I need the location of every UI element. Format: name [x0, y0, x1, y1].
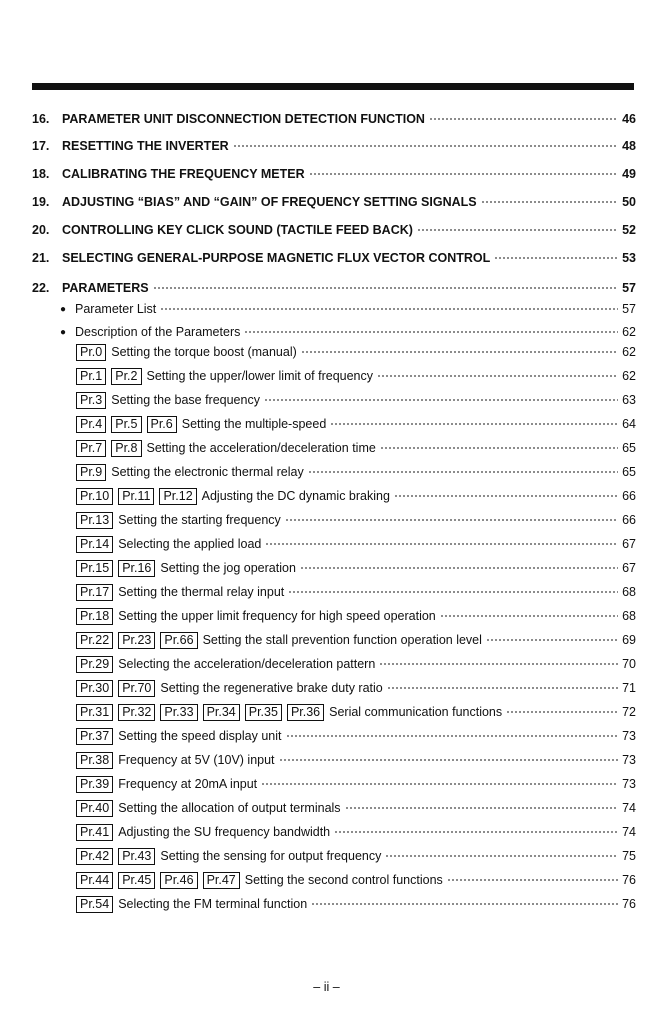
parameter-description: Setting the sensing for output frequency	[160, 849, 382, 863]
parameter-code-box: Pr.40	[76, 800, 113, 817]
leader-dots	[160, 308, 618, 310]
section-page: 52	[622, 223, 636, 237]
bullet-page: 62	[622, 325, 636, 339]
toc-parameter-entry[interactable]	[0, 893, 653, 915]
parameter-description: Setting the upper/lower limit of frequency	[146, 369, 374, 383]
parameter-description: Serial communication functions	[329, 705, 503, 719]
leader-dots	[301, 351, 618, 353]
parameter-code-box: Pr.47	[203, 872, 240, 889]
section-page: 49	[622, 167, 636, 181]
parameter-description: Setting the second control functions	[244, 873, 443, 887]
bullet-icon: ●	[60, 303, 67, 315]
parameter-page: 71	[622, 681, 636, 695]
parameter-page: 64	[622, 417, 636, 431]
parameter-page: 70	[622, 657, 636, 671]
parameter-code-box: Pr.22	[76, 632, 113, 649]
bullet-text: Description of the Parameters	[75, 325, 241, 339]
parameter-code-box: Pr.33	[160, 704, 197, 721]
parameter-code-box: Pr.5	[111, 416, 141, 433]
toc-section-entry[interactable]	[0, 247, 653, 269]
parameter-description: Setting the speed display unit	[118, 729, 282, 743]
parameter-code-box: Pr.13	[76, 512, 113, 529]
toc-parameter-entry[interactable]	[0, 677, 653, 699]
toc-parameter-entry[interactable]	[0, 365, 653, 387]
section-title: PARAMETER UNIT DISCONNECTION DETECTION FUNCTION	[62, 112, 425, 126]
leader-dots	[494, 257, 618, 259]
leader-dots	[334, 831, 618, 833]
parameter-description: Setting the multiple-speed	[181, 417, 327, 431]
leader-dots	[429, 118, 618, 120]
section-title: RESETTING THE INVERTER	[62, 139, 229, 153]
parameter-page: 76	[622, 897, 636, 911]
parameter-code-box: Pr.36	[287, 704, 324, 721]
toc-section-entry[interactable]	[0, 191, 653, 213]
parameter-page: 68	[622, 609, 636, 623]
section-number: 20.	[32, 223, 50, 237]
parameter-page: 73	[622, 753, 636, 767]
toc-section-entry[interactable]	[0, 277, 653, 299]
leader-dots	[285, 519, 618, 521]
toc-parameter-entry[interactable]	[0, 533, 653, 555]
parameter-description: Frequency at 5V (10V) input	[118, 753, 275, 767]
parameter-code-box: Pr.2	[111, 368, 141, 385]
toc-parameter-entry[interactable]	[0, 341, 653, 363]
toc-parameter-entry[interactable]	[0, 605, 653, 627]
leader-dots	[153, 287, 619, 289]
parameter-description: Selecting the FM terminal function	[118, 897, 308, 911]
parameter-page: 65	[622, 441, 636, 455]
section-number: 19.	[32, 195, 50, 209]
parameter-description: Frequency at 20mA input	[118, 777, 258, 791]
parameter-description: Setting the base frequency	[111, 393, 260, 407]
parameter-code-box: Pr.44	[76, 872, 113, 889]
parameter-code-box: Pr.37	[76, 728, 113, 745]
leader-dots	[394, 495, 618, 497]
parameter-code-box: Pr.30	[76, 680, 113, 697]
parameter-page: 73	[622, 729, 636, 743]
section-number: 18.	[32, 167, 50, 181]
toc-section-entry[interactable]	[0, 163, 653, 185]
parameter-code-box: Pr.70	[118, 680, 155, 697]
toc-section-entry[interactable]	[0, 135, 653, 157]
leader-dots	[288, 591, 618, 593]
parameter-description: Setting the starting frequency	[118, 513, 281, 527]
page-number: – ii –	[313, 980, 340, 994]
toc-parameter-entry[interactable]	[0, 557, 653, 579]
parameter-code-box: Pr.39	[76, 776, 113, 793]
parameter-description: Selecting the applied load	[118, 537, 262, 551]
parameter-description: Setting the stall prevention function operation level	[202, 633, 482, 647]
toc-parameter-entry[interactable]	[0, 389, 653, 411]
parameter-code-box: Pr.12	[159, 488, 196, 505]
parameter-code-box: Pr.42	[76, 848, 113, 865]
parameter-code-box: Pr.29	[76, 656, 113, 673]
leader-dots	[440, 615, 618, 617]
leader-dots	[300, 567, 618, 569]
leader-dots	[377, 375, 618, 377]
parameter-page: 66	[622, 513, 636, 527]
toc-parameter-entry[interactable]	[0, 629, 653, 651]
parameter-code-box: Pr.32	[118, 704, 155, 721]
leader-dots	[286, 735, 619, 737]
parameter-page: 63	[622, 393, 636, 407]
bullet-page: 57	[622, 302, 636, 316]
leader-dots	[447, 879, 618, 881]
parameter-page: 72	[622, 705, 636, 719]
toc-parameter-entry[interactable]	[0, 773, 653, 795]
leader-dots	[309, 173, 618, 175]
toc-parameter-entry[interactable]	[0, 461, 653, 483]
parameter-page: 69	[622, 633, 636, 647]
header-rule	[32, 83, 634, 90]
bullet-text: Parameter List	[75, 302, 157, 316]
section-page: 57	[622, 281, 636, 295]
parameter-code-box: Pr.23	[118, 632, 155, 649]
leader-dots	[311, 903, 618, 905]
parameter-code-box: Pr.16	[118, 560, 155, 577]
parameter-code-box: Pr.17	[76, 584, 113, 601]
leader-dots	[506, 711, 618, 713]
parameter-code-box: Pr.14	[76, 536, 113, 553]
toc-parameter-entry[interactable]	[0, 701, 653, 723]
parameter-page: 62	[622, 369, 636, 383]
leader-dots	[244, 331, 618, 333]
toc-parameter-entry[interactable]	[0, 581, 653, 603]
leader-dots	[486, 639, 618, 641]
parameter-code-box: Pr.7	[76, 440, 106, 457]
parameter-page: 67	[622, 561, 636, 575]
toc-parameter-entry[interactable]	[0, 797, 653, 819]
leader-dots	[264, 399, 618, 401]
toc-parameter-entry[interactable]	[0, 485, 653, 507]
leader-dots	[481, 201, 618, 203]
parameter-page: 62	[622, 345, 636, 359]
parameter-code-box: Pr.34	[203, 704, 240, 721]
toc-parameter-entry[interactable]	[0, 821, 653, 843]
toc-parameter-entry[interactable]	[0, 845, 653, 867]
leader-dots	[261, 783, 618, 785]
toc-bullet-entry[interactable]	[0, 298, 653, 320]
parameter-description: Adjusting the SU frequency bandwidth	[118, 825, 331, 839]
leader-dots	[279, 759, 619, 761]
section-title: ADJUSTING “BIAS” AND “GAIN” OF FREQUENCY SETTING SIGNALS	[62, 195, 477, 209]
toc-section-entry[interactable]	[0, 108, 653, 130]
parameter-code-box: Pr.31	[76, 704, 113, 721]
parameter-description: Setting the thermal relay input	[118, 585, 285, 599]
parameter-page: 74	[622, 801, 636, 815]
section-title: PARAMETERS	[62, 281, 149, 295]
parameter-page: 68	[622, 585, 636, 599]
toc-parameter-entry[interactable]	[0, 749, 653, 771]
parameter-code-box: Pr.18	[76, 608, 113, 625]
leader-dots	[330, 423, 618, 425]
leader-dots	[345, 807, 619, 809]
parameter-code-box: Pr.6	[147, 416, 177, 433]
toc-parameter-entry[interactable]	[0, 509, 653, 531]
section-title: CONTROLLING KEY CLICK SOUND (TACTILE FEED BACK)	[62, 223, 413, 237]
parameter-code-box: Pr.46	[160, 872, 197, 889]
bullet-icon: ●	[60, 326, 67, 338]
parameter-code-box: Pr.41	[76, 824, 113, 841]
parameter-code-box: Pr.10	[76, 488, 113, 505]
section-page: 53	[622, 251, 636, 265]
section-number: 17.	[32, 139, 50, 153]
leader-dots	[379, 663, 618, 665]
parameter-page: 65	[622, 465, 636, 479]
section-title: SELECTING GENERAL-PURPOSE MAGNETIC FLUX VECTOR CONTROL	[62, 251, 491, 265]
section-page: 46	[622, 112, 636, 126]
parameter-code-box: Pr.35	[245, 704, 282, 721]
leader-dots	[385, 855, 618, 857]
parameter-code-box: Pr.38	[76, 752, 113, 769]
section-page: 48	[622, 139, 636, 153]
section-number: 16.	[32, 112, 50, 126]
parameter-description: Setting the jog operation	[160, 561, 296, 575]
parameter-page: 66	[622, 489, 636, 503]
parameter-page: 76	[622, 873, 636, 887]
leader-dots	[308, 471, 618, 473]
parameter-page: 67	[622, 537, 636, 551]
parameter-description: Setting the electronic thermal relay	[111, 465, 304, 479]
section-page: 50	[622, 195, 636, 209]
parameter-code-box: Pr.1	[76, 368, 106, 385]
parameter-page: 73	[622, 777, 636, 791]
parameter-code-box: Pr.4	[76, 416, 106, 433]
toc-bullet-entry[interactable]	[0, 321, 653, 343]
parameter-code-box: Pr.0	[76, 344, 106, 361]
parameter-code-box: Pr.3	[76, 392, 106, 409]
toc-parameter-entry[interactable]	[0, 413, 653, 435]
parameter-description: Setting the regenerative brake duty ratio	[160, 681, 383, 695]
parameter-description: Setting the acceleration/deceleration time	[146, 441, 376, 455]
parameter-code-box: Pr.66	[160, 632, 197, 649]
parameter-code-box: Pr.8	[111, 440, 141, 457]
parameter-page: 75	[622, 849, 636, 863]
parameter-code-box: Pr.9	[76, 464, 106, 481]
parameter-description: Adjusting the DC dynamic braking	[201, 489, 390, 503]
leader-dots	[380, 447, 618, 449]
parameter-code-box: Pr.43	[118, 848, 155, 865]
toc-parameter-entry[interactable]	[0, 869, 653, 891]
toc-parameter-entry[interactable]	[0, 653, 653, 675]
leader-dots	[417, 229, 618, 231]
section-title: CALIBRATING THE FREQUENCY METER	[62, 167, 305, 181]
parameter-code-box: Pr.15	[76, 560, 113, 577]
parameter-description: Selecting the acceleration/deceleration pattern	[118, 657, 376, 671]
leader-dots	[265, 543, 618, 545]
toc-parameter-entry[interactable]	[0, 725, 653, 747]
leader-dots	[387, 687, 618, 689]
section-number: 21.	[32, 251, 50, 265]
parameter-code-box: Pr.11	[118, 488, 154, 505]
parameter-code-box: Pr.54	[76, 896, 113, 913]
section-number: 22.	[32, 281, 50, 295]
toc-parameter-entry[interactable]	[0, 437, 653, 459]
parameter-description: Setting the allocation of output terminals	[118, 801, 341, 815]
parameter-page: 74	[622, 825, 636, 839]
leader-dots	[233, 145, 618, 147]
parameter-description: Setting the upper limit frequency for high speed operation	[118, 609, 436, 623]
toc-section-entry[interactable]	[0, 219, 653, 241]
parameter-description: Setting the torque boost (manual)	[111, 345, 297, 359]
parameter-code-box: Pr.45	[118, 872, 155, 889]
